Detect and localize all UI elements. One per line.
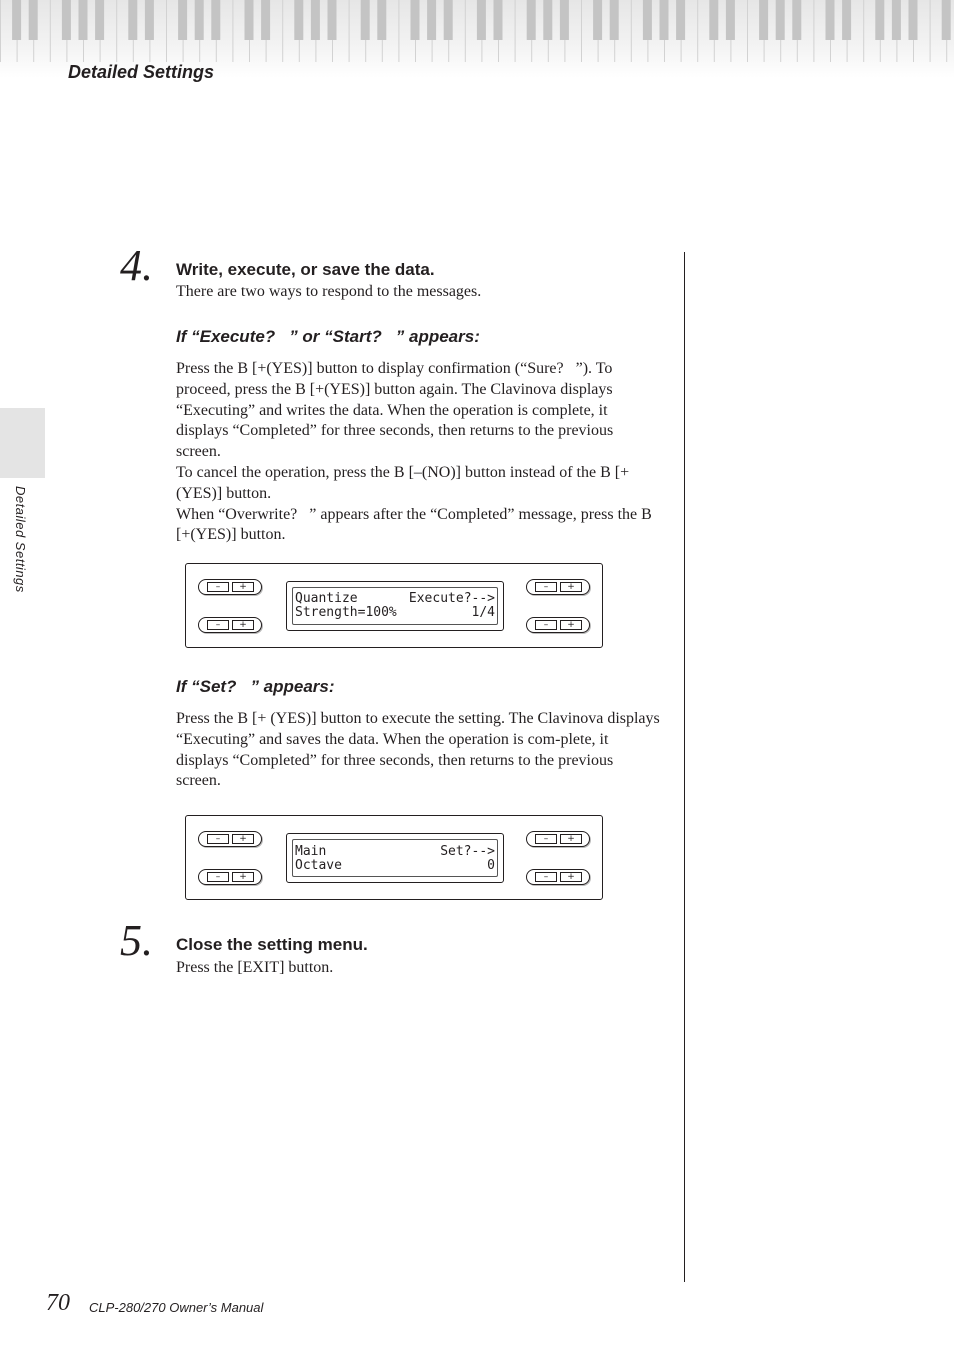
black-key xyxy=(328,0,337,40)
white-key-edge xyxy=(631,0,632,62)
black-key xyxy=(593,0,602,40)
white-key-edge xyxy=(863,0,864,62)
black-key xyxy=(377,0,386,40)
black-key xyxy=(726,0,735,40)
black-key xyxy=(178,0,187,40)
white-key-edge xyxy=(930,0,931,62)
black-key xyxy=(411,0,420,40)
plus-key: + xyxy=(232,872,254,882)
minus-key: – xyxy=(535,872,557,882)
black-key xyxy=(494,0,503,40)
lcd-display xyxy=(286,833,504,883)
column-divider xyxy=(684,252,685,1282)
black-key xyxy=(128,0,137,40)
button-pair-a-left xyxy=(198,579,262,595)
white-key-edge xyxy=(398,0,399,62)
step-5-title: Close the setting menu. xyxy=(176,935,368,954)
minus-key: – xyxy=(535,582,557,592)
button-pair-b-left xyxy=(198,617,262,633)
set-instructions xyxy=(176,709,660,792)
lcd-display xyxy=(286,581,504,631)
plus-key: + xyxy=(232,834,254,844)
heading-text: If “Execute? xyxy=(176,327,276,346)
lcd-text: Strength=100% xyxy=(295,605,397,620)
lcd-text: Octave xyxy=(295,858,342,873)
button-pair-b-right xyxy=(526,617,590,633)
black-key xyxy=(444,0,453,40)
black-key xyxy=(759,0,768,40)
heading-text: ” appears: xyxy=(395,327,480,346)
white-key-edge xyxy=(116,0,117,62)
step-5-subtitle: Press the [EXIT] button. xyxy=(176,959,334,976)
white-key-edge xyxy=(282,0,283,62)
lcd-row-1 xyxy=(295,592,495,606)
black-key xyxy=(527,0,536,40)
black-key xyxy=(792,0,801,40)
running-head: Detailed Settings xyxy=(68,62,215,82)
plus-key: + xyxy=(232,620,254,630)
text: ”). To proceed, press the B [+(YES)] button again. The Clavinova displays “Executing” and writes the data. When the operation is complete, it displays “Completed” for three seconds, then returns to the previous screen. xyxy=(176,360,614,461)
lcd-panel-illustration-execute xyxy=(185,563,603,648)
plus-key: + xyxy=(232,582,254,592)
minus-key: – xyxy=(207,620,229,630)
lcd-panel-illustration-set xyxy=(185,815,603,900)
text: ” appears after the “Completed” message, press the B [+(YES)] button. xyxy=(176,505,652,544)
step-number-4: 4. xyxy=(120,241,153,290)
black-key xyxy=(909,0,918,40)
lcd-text: Quantize xyxy=(295,591,358,606)
black-key xyxy=(12,0,21,40)
step-4-subtitle: There are two ways to respond to the messages. xyxy=(176,283,482,300)
black-key xyxy=(95,0,104,40)
heading-text: If “Set? xyxy=(176,677,237,696)
button-pair-a-left xyxy=(198,831,262,847)
white-key-edge xyxy=(50,0,51,62)
black-key xyxy=(560,0,569,40)
paragraph: To cancel the operation, press the B [–(NO)] button instead of the B [+(YES)] button. xyxy=(176,463,630,502)
black-key xyxy=(660,0,669,40)
white-key-edge xyxy=(0,0,1,62)
white-key-edge xyxy=(232,0,233,62)
black-key xyxy=(79,0,88,40)
button-pair-b-right xyxy=(526,869,590,885)
white-key-edge xyxy=(581,0,582,62)
black-key xyxy=(211,0,220,40)
black-key xyxy=(942,0,951,40)
black-key xyxy=(643,0,652,40)
black-key xyxy=(477,0,486,40)
white-key-edge xyxy=(166,0,167,62)
black-key xyxy=(195,0,204,40)
black-key xyxy=(294,0,303,40)
black-key xyxy=(892,0,901,40)
lcd-text: Execute?--> xyxy=(408,591,495,606)
subsection-heading-execute xyxy=(176,327,480,347)
side-tab xyxy=(0,408,45,478)
paragraph xyxy=(176,359,660,463)
black-key xyxy=(709,0,718,40)
black-key xyxy=(311,0,320,40)
white-key-edge xyxy=(813,0,814,62)
lcd-row-2 xyxy=(295,606,495,620)
page-number: 70 xyxy=(46,1290,70,1316)
minus-key: – xyxy=(535,620,557,630)
plus-key: + xyxy=(560,834,582,844)
lcd-text: 0 xyxy=(487,858,495,873)
lcd-text: Set?--> xyxy=(440,844,495,859)
white-key-edge xyxy=(515,0,516,62)
black-key xyxy=(361,0,370,40)
black-key xyxy=(826,0,835,40)
heading-text: ” appears: xyxy=(250,677,335,696)
black-key xyxy=(875,0,884,40)
plus-key: + xyxy=(560,582,582,592)
black-key xyxy=(543,0,552,40)
black-key xyxy=(610,0,619,40)
minus-key: – xyxy=(207,872,229,882)
black-key xyxy=(29,0,38,40)
black-key xyxy=(145,0,154,40)
minus-key: – xyxy=(207,582,229,592)
execute-instructions xyxy=(176,359,660,546)
black-key xyxy=(245,0,254,40)
black-key xyxy=(427,0,436,40)
lcd-text: 1/4 xyxy=(471,605,495,620)
white-key-edge xyxy=(349,0,350,62)
white-key-edge xyxy=(697,0,698,62)
button-pair-a-right xyxy=(526,831,590,847)
button-pair-b-left xyxy=(198,869,262,885)
manual-title: CLP-280/270 Owner’s Manual xyxy=(89,1300,264,1315)
black-key xyxy=(676,0,685,40)
step-4-title: Write, execute, or save the data. xyxy=(176,260,435,279)
subsection-heading-set xyxy=(176,677,335,697)
step-number-5: 5. xyxy=(120,916,153,965)
minus-key: – xyxy=(535,834,557,844)
paragraph xyxy=(176,505,660,547)
plus-key: + xyxy=(560,872,582,882)
button-pair-a-right xyxy=(526,579,590,595)
text: Press the B [+(YES)] button to display confirmation (“Sure? xyxy=(176,360,564,377)
black-key xyxy=(261,0,270,40)
lcd-row-2 xyxy=(295,859,495,873)
black-key xyxy=(62,0,71,40)
text: When “Overwrite? xyxy=(176,505,298,523)
side-tab-label: Detailed Settings xyxy=(13,486,28,593)
black-key xyxy=(776,0,785,40)
black-key xyxy=(842,0,851,40)
minus-key: – xyxy=(207,834,229,844)
white-key-edge xyxy=(747,0,748,62)
white-key-edge xyxy=(465,0,466,62)
lcd-row-1 xyxy=(295,845,495,859)
heading-text: ” or “Start? xyxy=(289,327,382,346)
lcd-text: Main xyxy=(295,844,327,859)
paragraph: Press the B [+ (YES)] button to execute the setting. The Clavinova displays “Executing” and saves the data. When the operation is com-plete, it displays “Completed” for three seconds, then returns to the previous screen. xyxy=(176,710,660,790)
plus-key: + xyxy=(560,620,582,630)
